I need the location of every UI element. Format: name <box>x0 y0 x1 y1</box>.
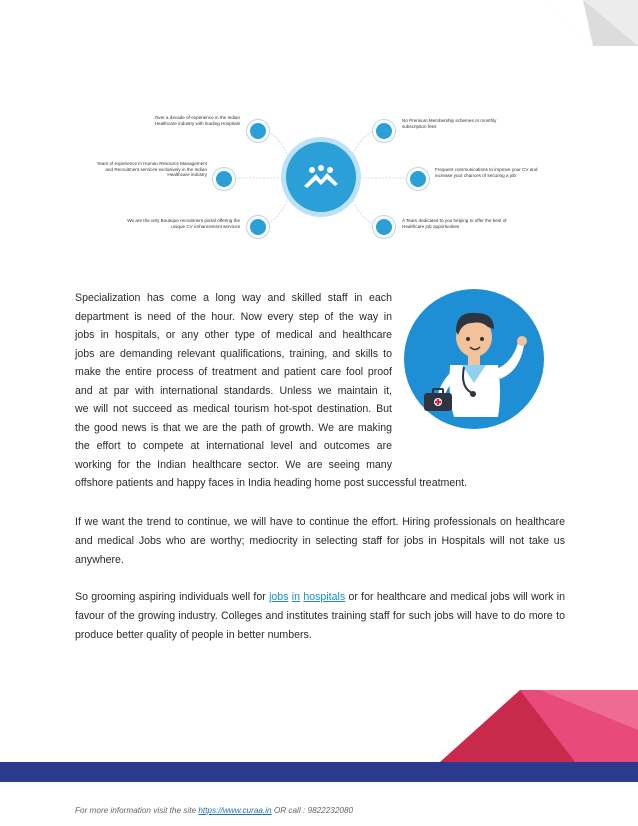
paragraph-3 <box>75 588 565 645</box>
footer <box>75 806 353 815</box>
bottom-decoration <box>0 690 638 810</box>
paragraph-1-line: we will not succeed as medical tourism hot-spot destination. But <box>75 403 392 416</box>
infographic <box>90 95 550 260</box>
footer-prefix: For more information visit the site <box>75 806 199 815</box>
paragraph-1-line: the good news is that we are the path of growth. We are making <box>75 421 392 434</box>
info-right-3: A Team dedicated to you helping to offer the best of Healthcare job opportunities <box>402 218 507 229</box>
communication-icon <box>406 167 430 191</box>
paragraph-1-last-line: offshore patients and happy faces in India heading home post successful treatment. <box>75 477 468 490</box>
cv-document-icon <box>246 215 270 239</box>
info-right-1: No Premium Membership schemes or monthly subscription fees <box>402 118 497 129</box>
paragraph-1 <box>75 289 468 493</box>
info-left-2: Years of experience in Human Resource Management and Recruitment services exclusively in the Indian Healthcare industry <box>96 161 207 178</box>
paragraph-1-line: department is need of the hour. Now every step of the way in <box>75 310 392 323</box>
jobs-link[interactable]: jobs <box>269 591 289 603</box>
center-circle-icon <box>281 137 361 217</box>
in-link[interactable]: in <box>291 591 301 603</box>
paragraph-3-text-start: So grooming aspiring individuals well for <box>75 591 270 603</box>
info-left-1: Over a decade of experience in the Indian Healthcare industry with leading Hospitals <box>154 115 240 126</box>
hospitals-link[interactable]: hospitals <box>303 591 346 603</box>
footer-link[interactable]: https://www.curaa.in <box>198 806 272 815</box>
paragraph-1-line: jobs are demanding relevant qualifications, training, and skills to <box>75 347 392 360</box>
paragraph-2: If we want the trend to continue, we will have to continue the effort. Hiring professionals on healthcare and medical Jobs who are worthy; mediocrity in selecting staff for jobs in Hospitals will not take us anywhere. <box>75 516 565 566</box>
paragraph-1-line: make the entire process of treatment and patient care fool proof <box>75 366 392 379</box>
footer-suffix: OR call : 9822232080 <box>271 806 354 815</box>
paragraph-1-line: jobs in hospitals, or any other type of medical and healthcare <box>75 329 392 342</box>
checklist-icon <box>372 215 396 239</box>
info-right-2: Frequent communications to improve your CV and increase your chances of securing a job <box>435 167 538 178</box>
medical-kit-icon <box>212 167 236 191</box>
no-fees-icon <box>372 119 396 143</box>
paragraph-1-line: Specialization has come a long way and skilled staff in each <box>75 292 392 304</box>
doctor-illustration <box>402 287 547 432</box>
paragraph-1-line: and at par with international standards. Unless we maintain it, <box>75 384 392 397</box>
paragraph-1-line: working for the Indian healthcare sector. We are seeing many <box>75 458 392 471</box>
paragraph-3-text-end: or for healthcare and medical jobs will work in favour of the growing industry. Colleges and institutes training staff for such jobs will have to do more to produce better quality of people in better numbers. <box>75 591 565 641</box>
info-left-3: We are the only Boutique recruitment portal offering the unique CV enhancement services <box>127 218 240 229</box>
doctor-team-icon <box>246 119 270 143</box>
paragraph-1-line: the effort to compete at international level and outcomes are <box>75 440 392 453</box>
corner-decoration <box>543 0 638 46</box>
